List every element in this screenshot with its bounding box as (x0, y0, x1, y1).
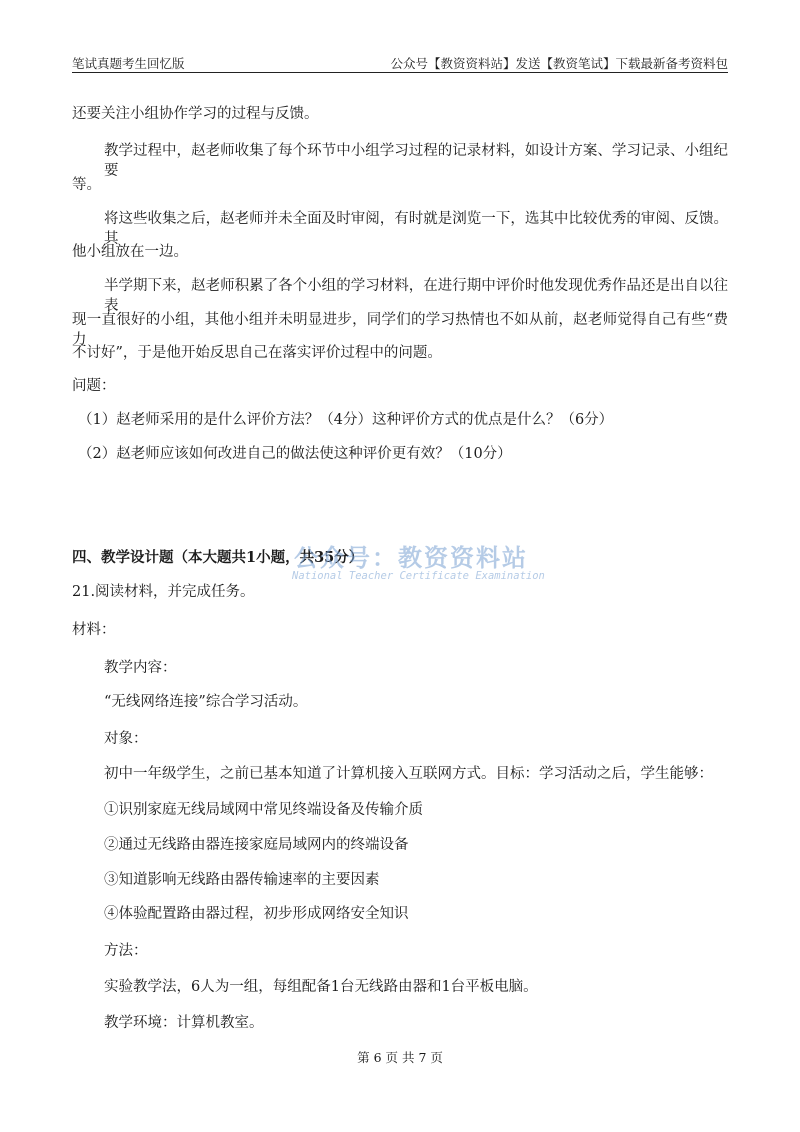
questions-label: 问题： (72, 378, 116, 394)
paragraph-line: 等。 (72, 177, 101, 193)
paragraph-line: 还要关注小组协作学习的过程与反馈。 (72, 106, 319, 122)
question-2: （2）赵老师应该如何改进自己的做法使这种评价更有效？（10分） (78, 446, 512, 462)
header-right-notice: 公众号【教资资料站】发送【教资笔试】下载最新备考资料包 (390, 56, 728, 71)
goal-item: ①识别家庭无线局域网中常见终端设备及传输介质 (104, 802, 423, 818)
watermark-main: 公众号：教资资料站 (294, 544, 528, 572)
header-left-title: 笔试真题考生回忆版 (72, 56, 185, 71)
paragraph-line: 他小组放在一边。 (72, 244, 188, 260)
material-label: 材料： (72, 622, 116, 638)
question-21: 21.阅读材料，并完成任务。 (72, 584, 255, 600)
goal-item: ④体验配置路由器过程，初步形成网络安全知识 (104, 906, 409, 922)
paragraph-line: 不讨好”，于是他开始反思自己在落实评价过程中的问题。 (72, 345, 442, 361)
paragraph-line: 现一直很好的小组，其他小组并未明显进步，同学们的学习热情也不如从前，赵老师觉得自己有些“费力 (72, 312, 728, 348)
watermark-subtitle: National Teacher Certificate Examination (292, 570, 545, 582)
section-heading: 四、教学设计题（本大题共1小题，共35分） (72, 549, 364, 566)
content-label: 教学内容： (104, 660, 177, 676)
goal-item: ③知道影响无线路由器传输速率的主要因素 (104, 872, 380, 888)
paragraph-line: 教学过程中，赵老师收集了每个环节中小组学习过程的记录材料，如设计方案、学习记录、小组纪要 (104, 143, 728, 179)
environment-text: 教学环境：计算机教室。 (104, 1015, 264, 1031)
question-1: （1）赵老师采用的是什么评价方法？（4分）这种评价方式的优点是什么？（6分） (78, 412, 614, 428)
object-label: 对象： (104, 731, 148, 747)
page-header (72, 50, 728, 73)
method-text: 实验教学法，6人为一组，每组配备1台无线路由器和1台平板电脑。 (104, 979, 538, 995)
paragraph-line: 半学期下来，赵老师积累了各个小组的学习材料，在进行期中评价时他发现优秀作品还是出自以往表 (104, 278, 728, 314)
page-number: 第 6 页 共 7 页 (357, 1050, 443, 1065)
content-text: “无线网络连接”综合学习活动。 (104, 694, 308, 710)
method-label: 方法： (104, 943, 148, 959)
paragraph-line: 将这些收集之后，赵老师并未全面及时审阅，有时就是浏览一下，选其中比较优秀的审阅、反馈。其 (104, 211, 728, 247)
object-text: 初中一年级学生，之前已基本知道了计算机接入互联网方式。目标：学习活动之后，学生能够： (104, 766, 713, 782)
goal-item: ②通过无线路由器连接家庭局域网内的终端设备 (104, 837, 409, 853)
